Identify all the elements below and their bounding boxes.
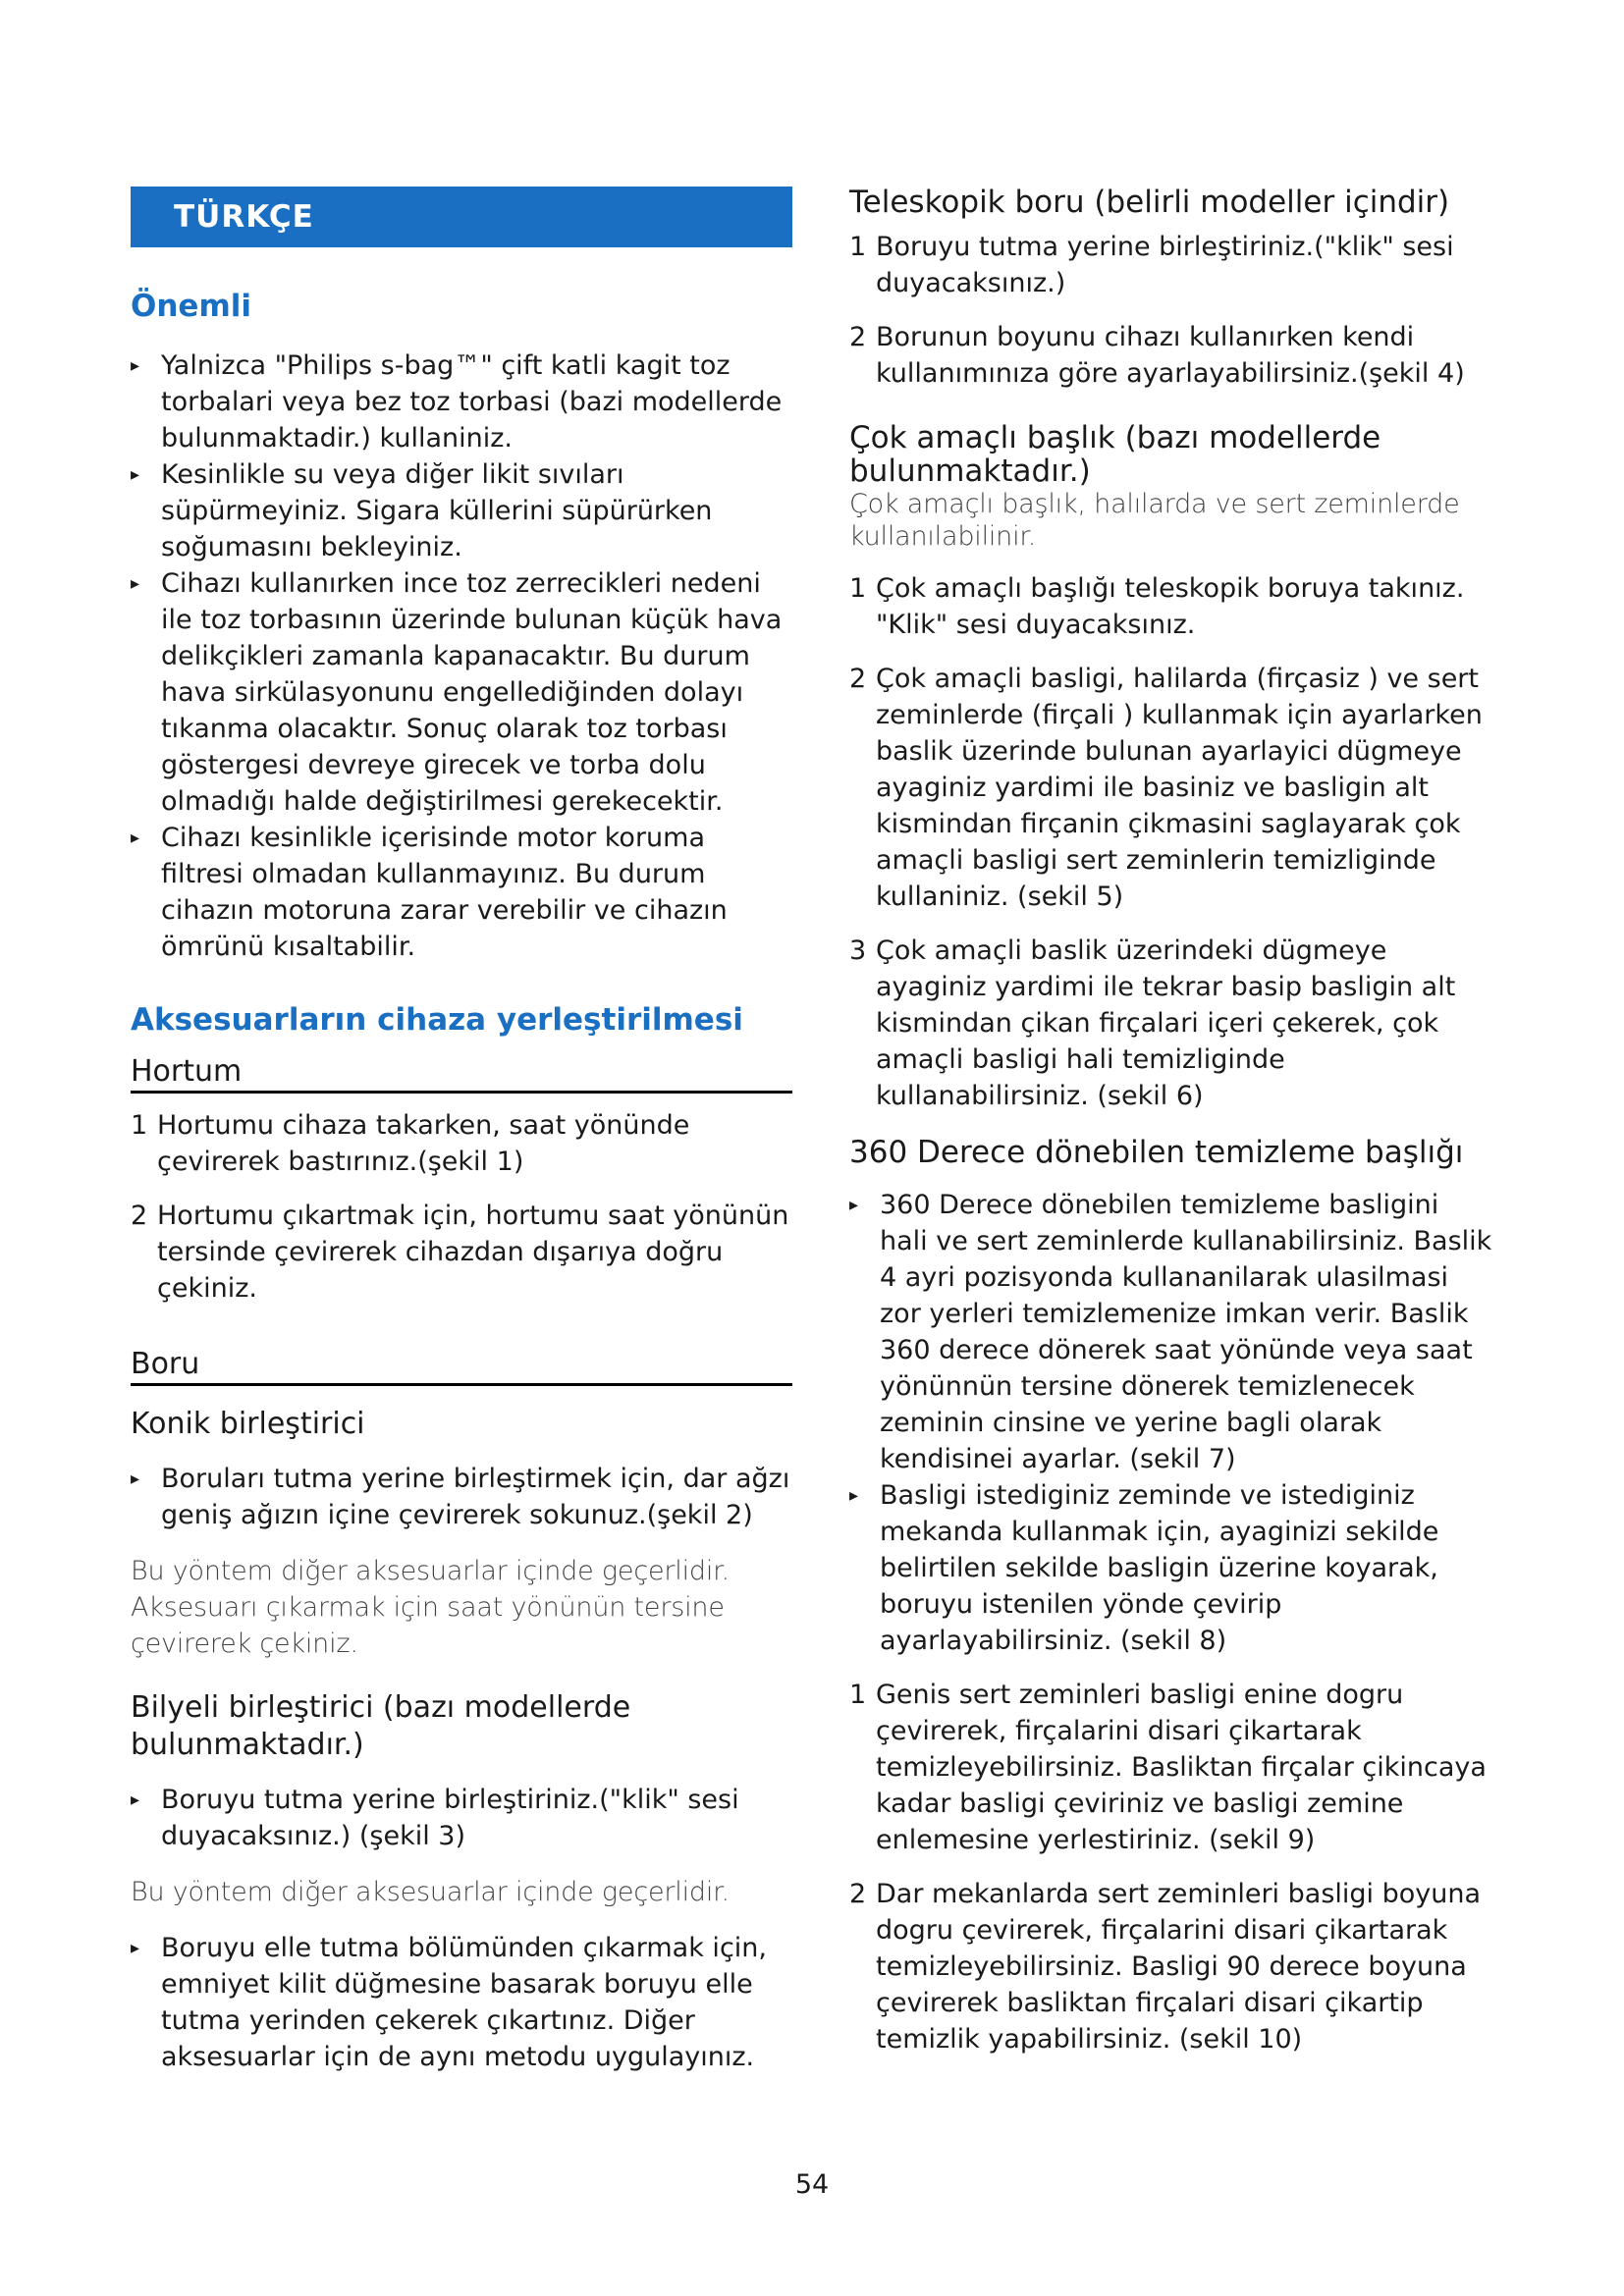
right-column (849, 184, 1492, 2057)
rotating-title: 360 Derece dönebilen temizleme başlığı (849, 1135, 1464, 1170)
bullet-triangle-icon: ▸ (131, 828, 140, 848)
bullet-triangle-icon: ▸ (849, 1485, 859, 1506)
bullet-triangle-icon: ▸ (131, 573, 140, 594)
multi-title: Çok amaçlı başlık (bazı modellerde bulunmaktadır.) (849, 420, 1381, 489)
bullet-triangle-icon: ▸ (131, 1789, 140, 1810)
ball-title: Bilyeli birleştirici (bazı modellerde bulunmaktadır.) (131, 1690, 631, 1762)
telescopic-step: 1 Boruyu tutma yerine birleştiriniz.("klik" sesi duyacaksınız.) (849, 232, 1454, 298)
multi-step: 2 Çok amaçli basligi, halilarda (firçasiz ) ve sert zeminlerde (firçali ) kullanmak için ayarlarken baslik üzerinde bulunan ayarlayici dügmeye ayaginiz yardimi ile basiniz ve basligin alt kismindan firçanin çikmasini saglayarak çok amaçli basligi sert zeminlerin temizliginde kullaniniz. (sekil 5) (849, 664, 1483, 912)
important-bullet: ▸ Cihazı kesinlikle içerisinde motor koruma filtresi olmadan kullanmayınız. Bu durum cihazın motoruna zarar verebilir ve cihazın ömrünü kısaltabilir. (131, 820, 792, 965)
language-label: TÜRKÇE (174, 199, 314, 235)
bullet-triangle-icon: ▸ (131, 1468, 140, 1489)
telescopic-step: 2 Borunun boyunu cihazı kullanırken kendi kullanımınıza göre ayarlayabilirsiniz.(şekil 4) (849, 322, 1465, 389)
ball-note: Bu yöntem diğer aksesuarlar içinde geçerlidir. (131, 1877, 730, 1907)
conic-note: Bu yöntem diğer aksesuarlar içinde geçerlidir. Aksesuarı çıkarmak için saat yönünün tersine çevirerek çekiniz. (131, 1556, 730, 1659)
important-title: Önemli (131, 289, 252, 324)
page-number: 54 (794, 2169, 830, 2200)
ball-bullet: ▸ Boruyu tutma yerine birleştiriniz.("klik" sesi duyacaksınız.) (şekil 3) (131, 1782, 792, 1854)
rotating-bullet: ▸ 360 Derece dönebilen temizleme basligini hali ve sert zeminlerde kullanabilirsiniz. Baslik 4 ayri pozisyonda kullananilarak ulasilmasi zor yerleri temizlemenize imkan verir. Baslik 360 derece dönerek saat yönünde veya saat yönünnün tersine dönerek temizlenecek zeminin cinsine ve yerine bagli olarak kendisinei ayarlar. (sekil 7) (849, 1187, 1492, 1477)
conic-bullet: ▸ Boruları tutma yerine birleştirmek için, dar ağzı geniş ağızın içine çevirerek sokunuz.(şekil 2) (131, 1461, 792, 1533)
hose-step: 2 Hortumu çıkartmak için, hortumu saat yönünün tersinde çevirerek cihazdan dışarıya doğru çekiniz. (131, 1201, 789, 1304)
bullet-triangle-icon: ▸ (131, 1938, 140, 1958)
rotating-step: 2 Dar mekanlarda sert zeminleri basligi boyuna dogru çevirerek, firçalarini disari çikartarak temizleyebilirsiniz. Basligi 90 derece boyuna çevirerek basliktan firçalari disari çikartip temizlik yapabilirsiniz. (sekil 10) (849, 1879, 1482, 2055)
multi-note: Çok amaçlı başlık, halılarda ve sert zeminlerde kullanılabilinir. (849, 489, 1460, 552)
important-bullet: ▸ Cihazı kullanırken ince toz zerrecikleri nedeni ile toz torbasının üzerinde bulunan küçük hava delikçikleri zamanla kapanacaktır. Bu durum hava sirkülasyonunu engellediğinden dolayı tıkanma olacaktır. Sonuç olarak toz torbası göstergesi devreye girecek ve torba dolu olmadığı halde değiştirilmesi gerekecektir. (131, 565, 792, 820)
important-bullet: ▸ Yalnizca "Philips s-bag™" çift katli kagit toz torbalari veya bez toz torbasi (bazi modellerde bulunmaktadir.) kullaniniz. (131, 347, 792, 456)
bullet-triangle-icon: ▸ (131, 464, 140, 485)
hose-title: Hortum (131, 1053, 792, 1094)
conic-title: Konik birleştirici (131, 1407, 365, 1441)
language-banner (131, 187, 792, 247)
rotating-step: 1 Genis sert zeminleri basligi enine dogru çevirerek, firçalarini disari çikartarak temizleyebilirsiniz. Basliktan firçalar çikincaya kadar basligi çeviriniz ve basligi zemine enlemesine yerlestiriniz. (sekil 9) (849, 1680, 1487, 1855)
hose-step: 1 Hortumu cihaza takarken, saat yönünde çevirerek bastırınız.(şekil 1) (131, 1110, 690, 1177)
telescopic-title: Teleskopik boru (belirli modeller içindir) (849, 185, 1450, 220)
accessories-title: Aksesuarların cihaza yerleştirilmesi (131, 1002, 743, 1038)
important-bullet: ▸ Kesinlikle su veya diğer likit sıvıları süpürmeyiniz. Sigara küllerini süpürürken soğumasını bekleyiniz. (131, 456, 792, 565)
left-column (131, 187, 792, 2075)
rotating-bullet: ▸ Basligi istediginiz zeminde ve istediginiz mekanda kullanmak için, ayaginizi sekilde belirtilen sekilde basligin üzerine koyarak, boruyu istenilen yönde çevirip ayarlayabilirsiniz. (sekil 8) (849, 1477, 1492, 1659)
ball-bullet-2: ▸ Boruyu elle tutma bölümünden çıkarmak için, emniyet kilit düğmesine basarak boruyu elle tutma yerinden çekerek çıkartınız. Diğer aksesuarlar için de aynı metodu uygulayınız. (131, 1930, 792, 2075)
multi-step: 3 Çok amaçli baslik üzerindeki dügmeye ayaginiz yardimi ile tekrar basip basligin alt kismindan çikan firçalari içeri çekerek, çok amaçli basligi hali temizliginde kullanabilirsiniz. (sekil 6) (849, 935, 1456, 1111)
tube-title: Boru (131, 1346, 792, 1386)
bullet-triangle-icon: ▸ (131, 355, 140, 376)
multi-step: 1 Çok amaçlı başlığı teleskopik boruya takınız. "Klik" sesi duyacaksınız. (849, 573, 1465, 640)
bullet-triangle-icon: ▸ (849, 1195, 859, 1215)
